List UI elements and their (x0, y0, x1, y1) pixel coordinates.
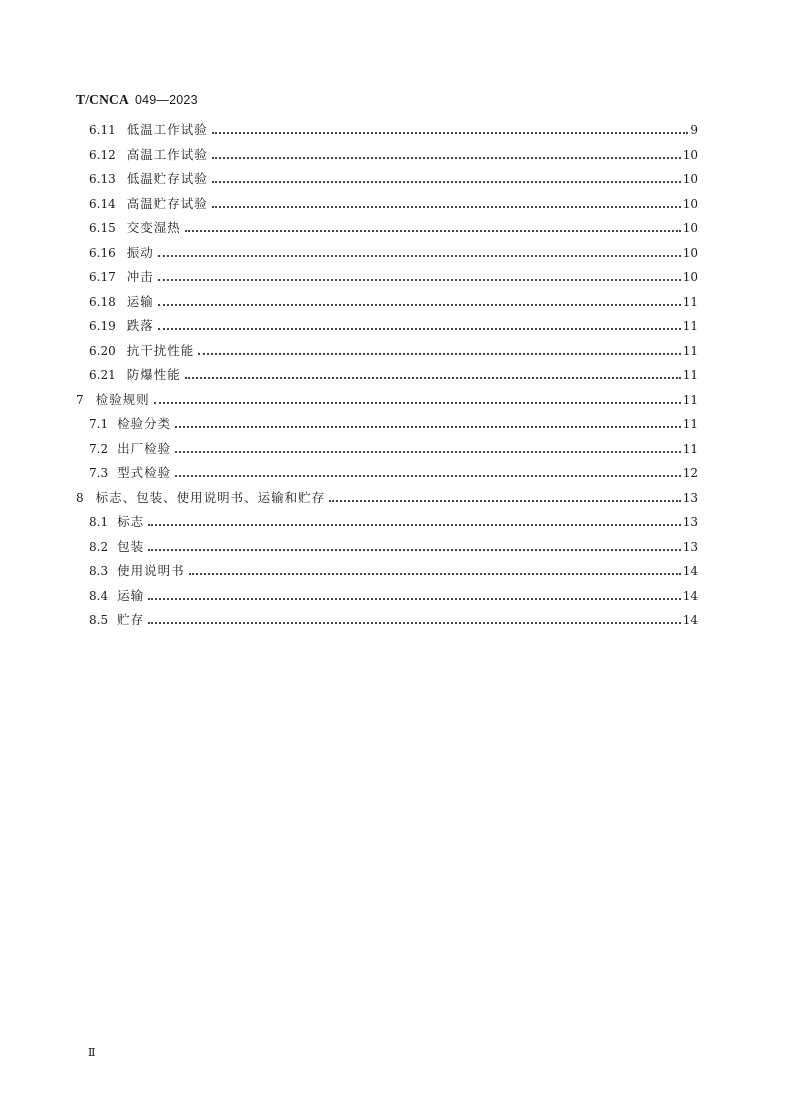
toc-leader-dots (329, 500, 681, 502)
toc-leader-dots (212, 157, 681, 159)
toc-entry-title: 低温工作试验 (126, 122, 208, 137)
toc-entry-page: 11 (682, 392, 698, 407)
toc-entry[interactable] (89, 341, 698, 361)
toc-entry[interactable] (89, 561, 698, 581)
toc-entry-number: 8.4 (89, 588, 109, 603)
toc-entry-page: 14 (682, 613, 698, 627)
toc-entry-title: 使用说明书 (117, 563, 185, 578)
toc-entry-title: 出厂检验 (117, 440, 172, 456)
toc-entry-page: 13 (682, 515, 698, 529)
toc-entry-title: 冲击 (126, 269, 154, 284)
toc-entry-page: 10 (682, 172, 698, 186)
toc-entry-number: 6.18 (89, 294, 116, 309)
toc-entry-page: 12 (682, 466, 698, 480)
toc-entry-page: 10 (682, 245, 698, 260)
toc-leader-dots (148, 598, 681, 600)
toc-entry[interactable] (89, 194, 698, 214)
toc-entry[interactable] (89, 267, 698, 287)
toc-entry-title: 运输 (117, 587, 145, 603)
toc-entry-title: 运输 (126, 293, 154, 309)
toc-leader-dots (158, 255, 681, 257)
toc-entry-number: 8.3 (89, 564, 109, 578)
toc-entry-page: 11 (682, 294, 698, 309)
toc-entry-page: 11 (682, 343, 698, 358)
toc-entry-number: 6.16 (89, 245, 116, 260)
toc-entry-page: 10 (682, 147, 698, 162)
toc-entry-number: 6.21 (89, 368, 116, 382)
toc-entry[interactable] (89, 243, 698, 263)
toc-entry-number: 6.12 (89, 147, 116, 162)
document-header (76, 92, 198, 108)
standard-number: 049—2023 (134, 93, 198, 107)
toc-entry-number: 6.15 (89, 221, 116, 235)
toc-leader-dots (212, 206, 681, 208)
page-number: Ⅱ (88, 1046, 96, 1059)
toc-entry[interactable] (89, 414, 698, 434)
toc-entry-title: 标志 (117, 514, 145, 529)
toc-entry-page: 14 (682, 588, 698, 603)
toc-entry-title: 型式检验 (117, 465, 172, 480)
toc-entry-page: 9 (690, 123, 698, 137)
toc-leader-dots (158, 279, 681, 281)
toc-leader-dots (148, 524, 681, 526)
toc-leader-dots (175, 475, 681, 477)
toc-entry[interactable] (89, 365, 698, 385)
toc-leader-dots (175, 451, 681, 453)
toc-entry[interactable] (89, 218, 698, 238)
toc-entry-title: 包装 (117, 538, 145, 554)
toc-entry[interactable] (89, 537, 698, 557)
toc-entry-title: 高温工作试验 (126, 146, 208, 162)
toc-entry[interactable] (89, 439, 698, 459)
toc-leader-dots (189, 573, 681, 575)
toc-entry-number: 8.2 (89, 539, 109, 554)
toc-entry[interactable] (89, 512, 698, 532)
toc-entry[interactable] (89, 292, 698, 312)
toc-entry[interactable] (76, 390, 698, 410)
toc-entry-number: 6.20 (89, 343, 116, 358)
toc-leader-dots (185, 377, 681, 379)
toc-entry-page: 11 (682, 441, 698, 456)
toc-entry-page: 11 (682, 319, 698, 333)
toc-entry-title: 跌落 (126, 318, 154, 333)
toc-leader-dots (148, 622, 681, 624)
toc-entry-title: 交变湿热 (126, 220, 181, 235)
toc-entry-number: 6.19 (89, 319, 116, 333)
toc-entry-page: 14 (682, 564, 698, 578)
toc-entry-number: 8 (76, 490, 84, 505)
toc-entry-number: 6.11 (89, 123, 116, 137)
toc-leader-dots (154, 402, 681, 404)
toc-entry-number: 6.14 (89, 196, 116, 211)
toc-entry[interactable] (89, 610, 698, 630)
toc-entry[interactable] (89, 463, 698, 483)
toc-entry[interactable] (89, 169, 698, 189)
toc-entry-title: 抗干扰性能 (126, 342, 195, 358)
toc-leader-dots (158, 328, 681, 330)
toc-leader-dots (185, 230, 681, 232)
toc-entry[interactable] (89, 316, 698, 336)
toc-entry[interactable] (89, 586, 698, 606)
toc-entry-title: 振动 (126, 244, 154, 260)
toc-entry-page: 11 (682, 417, 698, 431)
toc-entry-number: 8.1 (89, 515, 109, 529)
toc-leader-dots (175, 426, 681, 428)
toc-leader-dots (198, 353, 680, 355)
toc-entry-title: 低温贮存试验 (126, 171, 208, 186)
toc-entry-number: 6.13 (89, 172, 116, 186)
toc-entry-title: 检验规则 (95, 391, 150, 407)
toc-entry-title: 贮存 (117, 612, 145, 627)
toc-entry-page: 10 (682, 221, 698, 235)
toc-entry[interactable] (89, 120, 698, 140)
toc-entry-page: 10 (682, 270, 698, 284)
toc-entry-page: 13 (682, 539, 698, 554)
toc-entry-title: 标志、包装、使用说明书、运输和贮存 (95, 489, 326, 505)
toc-leader-dots (212, 181, 681, 183)
toc-entry-number: 8.5 (89, 613, 109, 627)
toc-entry-page: 11 (682, 368, 698, 382)
toc-entry-page: 13 (682, 490, 698, 505)
toc-entry-title: 检验分类 (117, 416, 172, 431)
toc-leader-dots (212, 132, 689, 134)
toc-entry-number: 7.3 (89, 466, 109, 480)
toc-entry-number: 7.1 (89, 417, 109, 431)
toc-leader-dots (158, 304, 681, 306)
toc-entry-title: 防爆性能 (126, 367, 181, 382)
standard-org: T/CNCA (76, 92, 129, 107)
toc-entry-number: 7.2 (89, 441, 109, 456)
toc-leader-dots (148, 549, 681, 551)
toc-entry-page: 10 (682, 196, 698, 211)
toc-entry-number: 7 (76, 392, 84, 407)
toc-entry[interactable] (76, 488, 698, 508)
toc-entry-number: 6.17 (89, 270, 116, 284)
toc-entry[interactable] (89, 145, 698, 165)
toc-entry-title: 高温贮存试验 (126, 195, 208, 211)
